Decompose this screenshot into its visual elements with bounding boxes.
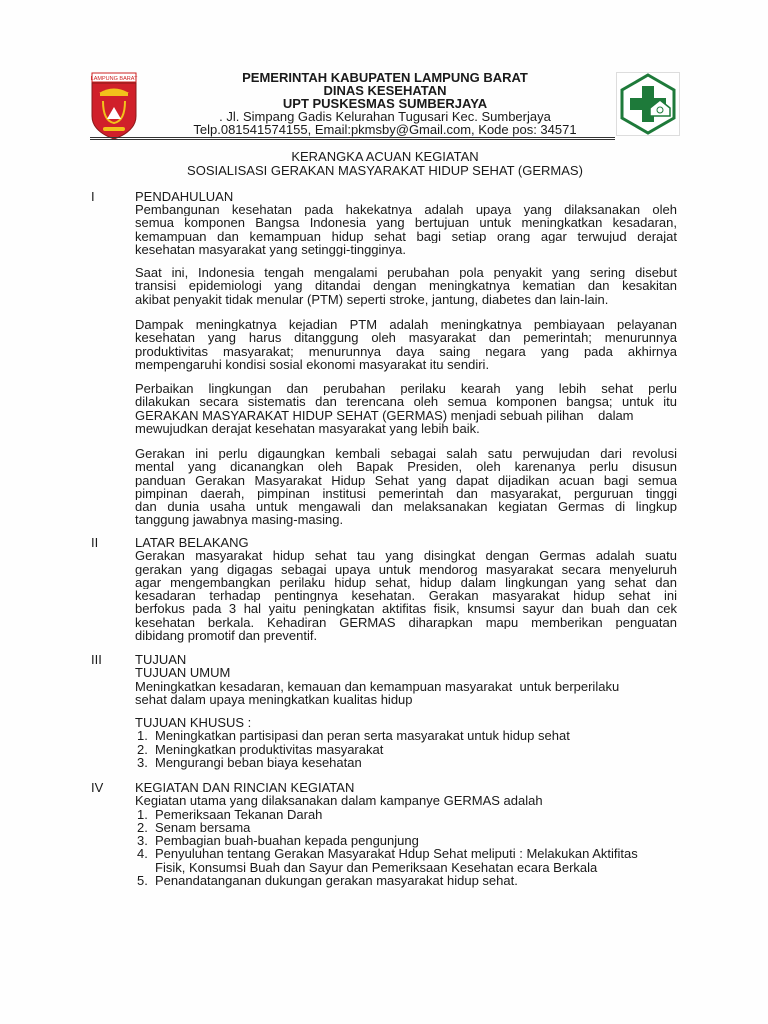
list-number: 1. — [137, 728, 148, 744]
text-line: tanggung jawabnya masing-masing. — [135, 512, 344, 528]
section-number: II — [91, 535, 99, 550]
text-line: gerakan yang digagas sebagai upaya untuk mendorog masyarakat secara menyeluruh — [135, 562, 677, 576]
text-line: kemampuan dan kemampuan hidup sehat bagi setiap orang agar terwujud derajat — [135, 229, 677, 243]
letterhead-government: PEMERINTAH KABUPATEN LAMPUNG BARAT — [242, 70, 528, 85]
list-text: Mengurangi beban biaya kesehatan — [155, 754, 362, 770]
text-line: Meningkatkan kesadaran, kemauan dan kemampuan masyarakat untuk berperilaku — [135, 678, 620, 694]
list-text: Pemeriksaan Tekanan Darah — [155, 806, 323, 822]
list-item — [135, 847, 677, 860]
crest-label: LAMPUNG BARAT — [90, 76, 138, 82]
list-item — [135, 874, 677, 887]
paragraph — [135, 266, 677, 306]
text-line: berfokus pada 3 hal yaitu peningkatan aktifitas fisik, knsumsi sayur dan buah dan cek — [135, 602, 677, 616]
paragraph — [135, 447, 677, 527]
text-line: mempengaruhi kondisi sosial ekonomi masyarakat itu sendiri. — [135, 356, 490, 372]
text-line: Perbaikan lingkungan dan perubahan perilaku kearah yang lebih sehat perlu — [135, 382, 677, 396]
list-number: 2. — [137, 819, 148, 835]
text-line: mental yang dicanangkan oleh Bapak Presiden, oleh karenanya perlu disusun — [135, 460, 677, 474]
section-number: IV — [91, 780, 104, 795]
letterhead-agency: DINAS KESEHATAN — [323, 83, 447, 98]
section — [135, 536, 677, 642]
title-line: KERANGKA ACUAN KEGIATAN — [291, 149, 479, 164]
text-line: mewujudkan derajat kesehatan masyarakat yang lebih baik. — [135, 420, 480, 436]
letterhead-divider — [90, 139, 615, 140]
section-number: I — [91, 189, 95, 204]
letterhead — [140, 71, 630, 136]
lampung-barat-crest-icon — [89, 71, 139, 141]
list-number: 1. — [137, 806, 148, 822]
text-line: dibidang promotif dan preventif. — [135, 628, 318, 644]
text-line: agar mengembangkan perilaku hidup sehat, hidup dalam lingkungan yang sehat dan — [135, 575, 677, 590]
text-line: GERAKAN MASYARAKAT HIDUP SEHAT (GERMAS) menjadi sebuah pilihan dalam — [135, 407, 634, 423]
section — [135, 781, 677, 887]
text-line: Kegiatan utama yang dilaksanakan dalam kampanye GERMAS adalah — [135, 793, 543, 809]
text-line: kesehatan yang harus ditanggung oleh masyarakat dan pemerintah; menurunnya — [135, 331, 677, 345]
section-heading: PENDAHULUAN — [135, 189, 234, 204]
list-number: 3. — [137, 833, 148, 849]
text-line: sehat dalam upaya meningkatkan kualitas hidup — [135, 691, 413, 707]
letterhead-address: . Jl. Simpang Gadis Kelurahan Tugusari Kec. Sumberjaya — [219, 109, 551, 124]
section-number: III — [91, 652, 102, 667]
list-text: Meningkatkan partisipasi dan peran serta masyarakat untuk hidup sehat — [155, 728, 570, 744]
paragraph — [135, 382, 677, 435]
section-heading: TUJUAN UMUM — [135, 665, 231, 681]
text-line: akibat penyakit tidak menular (PTM) seperti stroke, jantung, diabetes dan lain-lain. — [135, 291, 609, 307]
text-line: dilakukan secara sistematis dan terencana oleh semua komponen bangsa; untuk itu — [135, 395, 677, 409]
list-text: Penyuluhan tentang Gerakan Masyarakat Hdup Sehat meliputi : Melakukan Aktifitas — [155, 846, 638, 862]
list-item — [135, 729, 677, 742]
text-line: produktivitas masyarakat; menurunnya daya saing negara yang pada akhirnya — [135, 344, 677, 358]
text-line: Saat ini, Indonesia tengah mengalami perubahan pola penyakit yang sering disebut — [135, 266, 677, 280]
letterhead-contact: Telp.081541574155, Email:pkmsby@Gmail.com, Kode pos: 34571 — [193, 122, 577, 137]
section — [135, 653, 677, 706]
list-item — [135, 808, 677, 821]
list-text: Senam bersama — [155, 819, 251, 835]
section-heading: TUJUAN KHUSUS : — [135, 715, 252, 730]
letterhead-divider — [90, 137, 615, 138]
section-heading: LATAR BELAKANG — [135, 535, 249, 550]
paragraph — [135, 203, 677, 256]
list-number: 2. — [137, 741, 148, 757]
text-line: transisi epidemiologi yang ditandai dengan meningkatnya kematian dan kesakitan — [135, 279, 677, 293]
list-number: 5. — [137, 873, 148, 889]
list-item — [135, 834, 677, 847]
list-item — [135, 861, 677, 874]
text-line: kesehatan masyarakat yang setinggi-tingginya. — [135, 241, 406, 257]
title-line: SOSIALISASI GERAKAN MASYARAKAT HIDUP SEHAT (GERMAS) — [187, 163, 583, 178]
list-text: Fisik, Konsumsi Buah dan Sayur dan Pemeriksaan Kesehatan ecara Berkala — [155, 859, 598, 875]
list-number: 3. — [137, 754, 148, 770]
list-item — [135, 743, 677, 756]
letterhead-unit: UPT PUSKESMAS SUMBERJAYA — [282, 96, 488, 111]
text-line: kesadaran terhadap pentingnya kesehatan. Gerakan masyarakat hidup sehat ini — [135, 589, 677, 603]
text-line: Dampak meningkatnya kejadian PTM adalah meningkatnya pembiayaan pelayanan — [135, 318, 677, 332]
list-number: 4. — [137, 846, 148, 862]
list-text: Pembagian buah-buahan kepada pengunjung — [155, 833, 419, 849]
paragraph — [135, 716, 677, 769]
section-heading: KEGIATAN DAN RINCIAN KEGIATAN — [135, 780, 355, 795]
text-line: dan dunia usaha untuk mengawali dan melaksanakan kegiatan Germas di lingkup — [135, 500, 677, 514]
text-line: panduan Gerakan Masyarakat Hidup Sehat yang dapat dijadikan acuan bagi semua — [135, 473, 677, 487]
document-title — [100, 150, 670, 178]
text-line: Pembangunan kesehatan pada hakekatnya adalah upaya yang dilaksanakan oleh — [135, 203, 677, 217]
list-text: Penandatanganan dukungan gerakan masyarakat hidup sehat. — [155, 873, 518, 889]
text-line: kesehatan berkala. Kehadiran GERMAS diharapkan mapu memberikan penguatan — [135, 615, 677, 630]
text-line: Gerakan ini perlu digaungkan kembali sebagai salah satu perwujudan dari revolusi — [135, 447, 677, 461]
section — [135, 190, 677, 203]
list-item — [135, 821, 677, 834]
text-line: semua komponen Bangsa Indonesia yang bertujuan untuk meningkatkan kesadaran, — [135, 216, 677, 230]
text-line: pimpinan daerah, pimpinan institusi pemerintah dan masyarakat, perguruan tinggi — [135, 486, 677, 501]
list-item — [135, 756, 677, 769]
list-text: Meningkatkan produktivitas masyarakat — [155, 741, 384, 757]
section-heading: TUJUAN — [135, 652, 187, 667]
text-line: Gerakan masyarakat hidup sehat tau yang disingkat dengan Germas adalah suatu — [135, 549, 677, 563]
paragraph — [135, 318, 677, 371]
